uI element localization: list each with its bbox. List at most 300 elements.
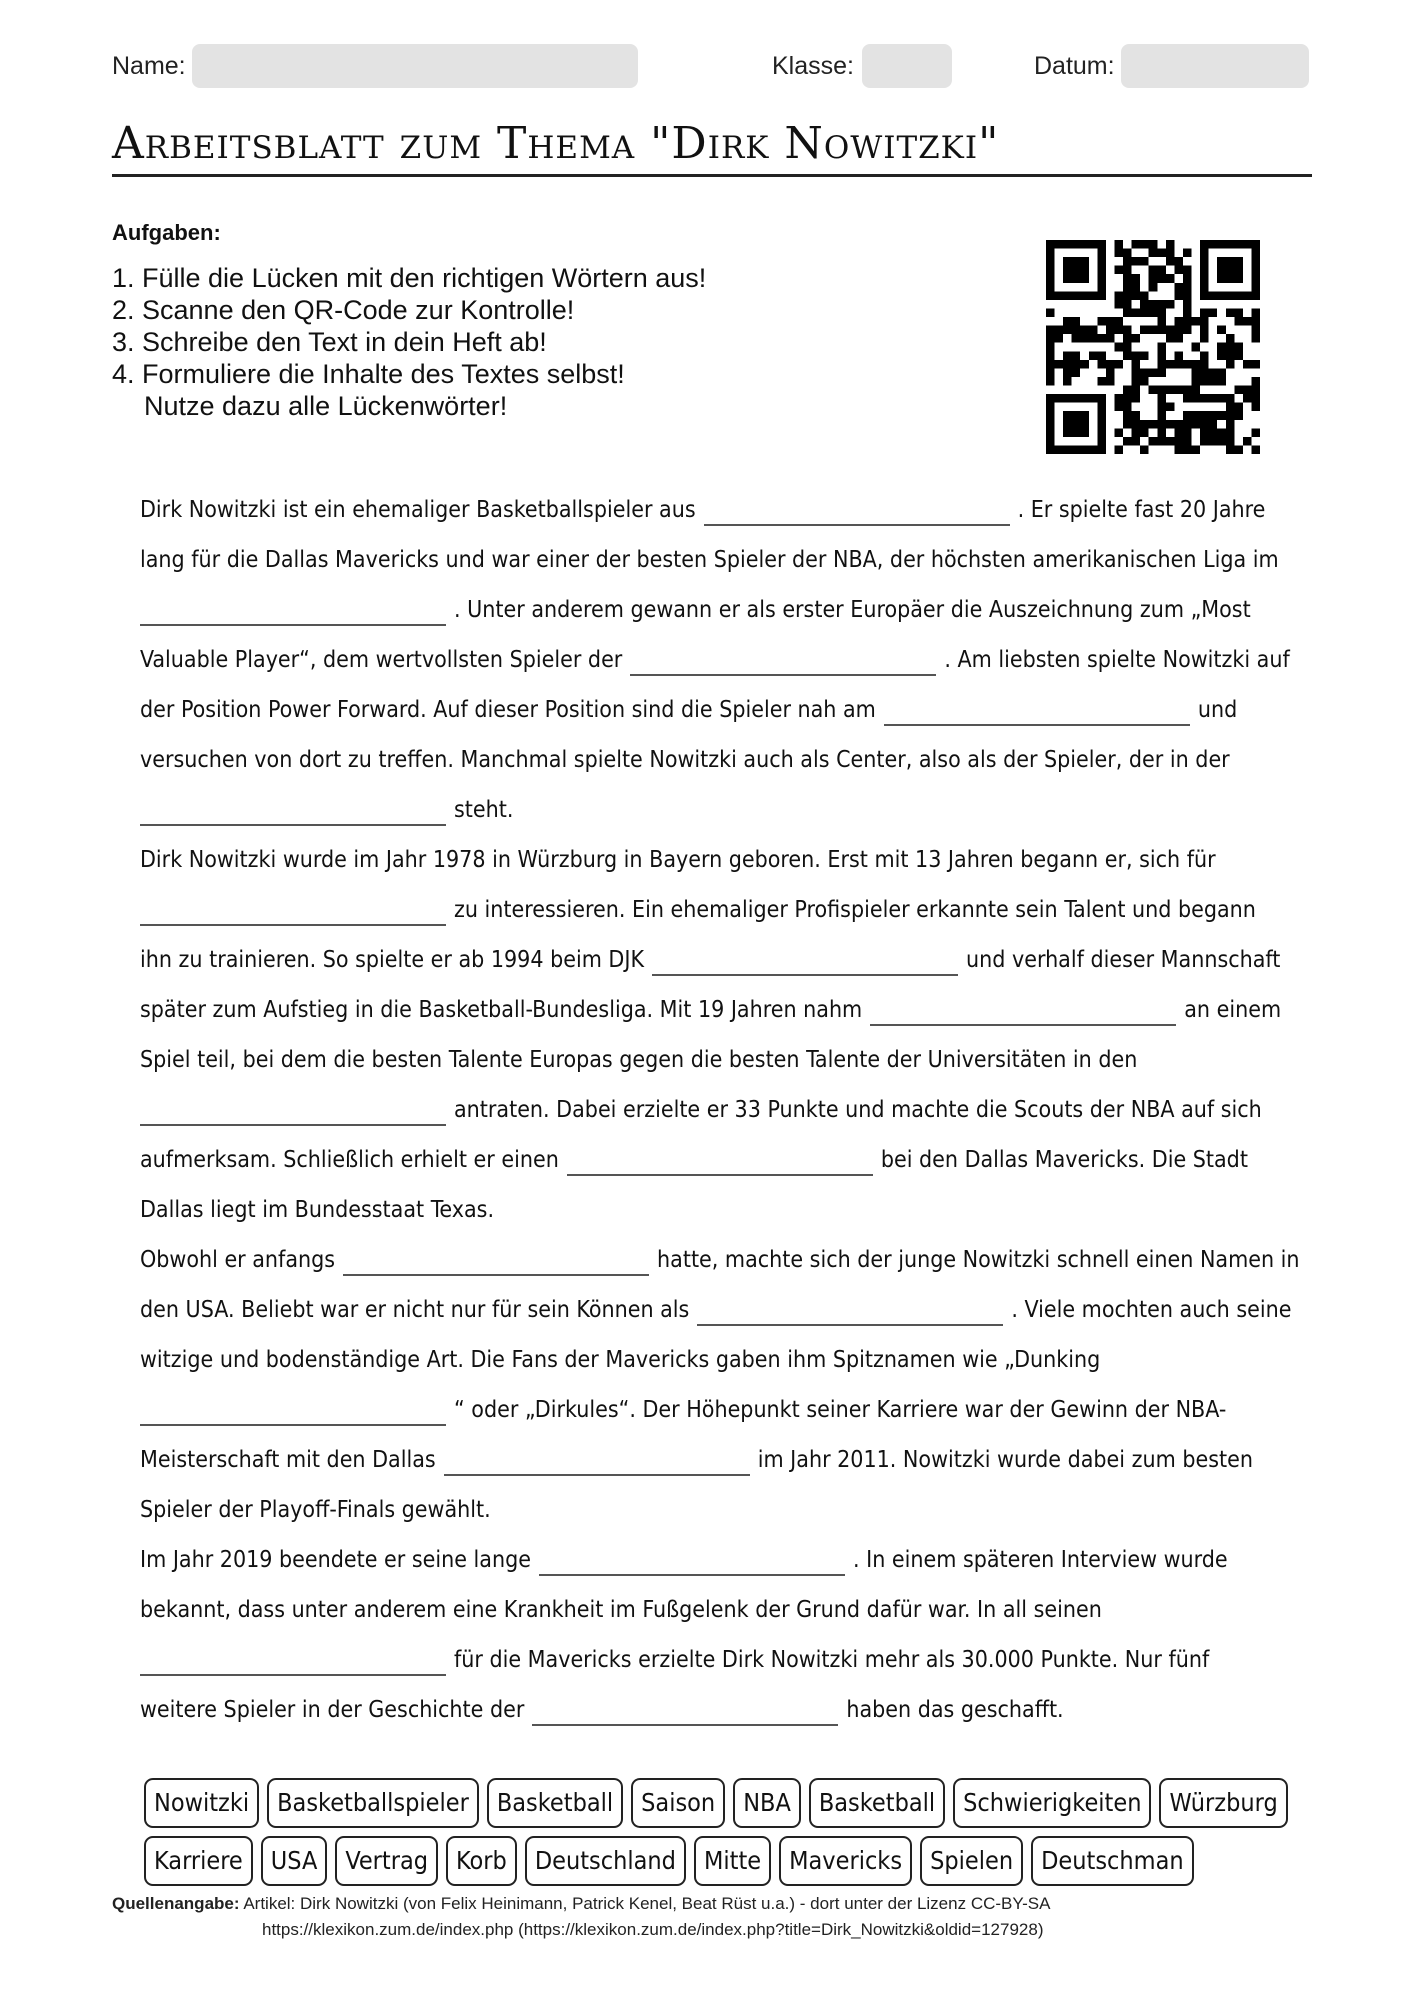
qr-module [1114, 300, 1123, 309]
qr-module [1174, 291, 1183, 300]
qr-module [1114, 326, 1123, 335]
qr-module [1200, 308, 1209, 317]
text-segment: und [1197, 697, 1238, 723]
qr-module [1217, 394, 1226, 403]
qr-module [1217, 343, 1226, 352]
qr-module [1140, 240, 1149, 249]
task-item: 4. Formuliere die Inhalte des Textes selbst! [112, 359, 625, 389]
qr-module [1192, 386, 1201, 395]
qr-module [1106, 377, 1115, 386]
blank-field[interactable] [652, 974, 958, 976]
qr-module [1080, 360, 1089, 369]
blank-field[interactable] [140, 1424, 446, 1426]
qr-module [1157, 411, 1166, 420]
text-line [140, 1085, 1290, 1135]
qr-module [1174, 360, 1183, 369]
qr-module [1200, 428, 1209, 437]
text-segment: . In einem späteren Interview wurde [852, 1547, 1228, 1573]
qr-module [1251, 428, 1260, 437]
blank-field[interactable] [140, 924, 446, 926]
qr-module [1183, 317, 1192, 326]
qr-module [1243, 394, 1252, 403]
qr-module [1149, 368, 1158, 377]
qr-module [1157, 351, 1166, 360]
blank-field[interactable] [444, 1474, 750, 1476]
qr-module [1183, 394, 1192, 403]
qr-module [1157, 386, 1166, 395]
qr-module [1174, 351, 1183, 360]
qr-module [1055, 334, 1064, 343]
qr-module [1166, 420, 1175, 429]
qr-module [1200, 334, 1209, 343]
qr-module [1157, 368, 1166, 377]
qr-module [1157, 274, 1166, 283]
qr-module [1114, 360, 1123, 369]
qr-module [1140, 291, 1149, 300]
qr-module [1140, 377, 1149, 386]
qr-module [1089, 351, 1098, 360]
qr-module [1132, 386, 1141, 395]
qr-module [1157, 360, 1166, 369]
qr-module [1055, 326, 1064, 335]
qr-module [1157, 300, 1166, 309]
text-segment: bekannt, dass unter anderem eine Krankheit im Fußgelenk der Grund dafür war. In all seinen [140, 1597, 1102, 1623]
qr-module [1243, 317, 1252, 326]
qr-module [1234, 343, 1243, 352]
text-line [140, 735, 1290, 785]
blank-field[interactable] [630, 674, 936, 676]
qr-module [1097, 360, 1106, 369]
qr-module [1217, 368, 1226, 377]
qr-module [1226, 411, 1235, 420]
text-line [140, 685, 1290, 735]
text-line [140, 635, 1290, 685]
qr-module [1080, 334, 1089, 343]
text-segment: Dallas liegt im Bundesstaat Texas. [140, 1197, 495, 1223]
qr-module [1251, 360, 1260, 369]
qr-module [1132, 428, 1141, 437]
qr-module [1114, 445, 1123, 454]
qr-module [1174, 283, 1183, 292]
qr-module [1046, 334, 1055, 343]
qr-module [1226, 420, 1235, 429]
worksheet-title: Arbeitsblatt zum Thema "Dirk Nowitzki" [112, 118, 1000, 169]
qr-module [1183, 308, 1192, 317]
text-segment: weitere Spieler in der Geschichte der [140, 1697, 525, 1723]
qr-module [1123, 291, 1132, 300]
qr-module [1046, 377, 1055, 386]
qr-code [1046, 240, 1260, 454]
text-segment: den USA. Beliebt war er nicht nur für sein Können als [140, 1297, 690, 1323]
qr-module [1200, 437, 1209, 446]
qr-module [1209, 308, 1218, 317]
qr-module [1234, 445, 1243, 454]
qr-module [1251, 386, 1260, 395]
word-chip: Mavericks [779, 1836, 912, 1886]
word-bank-row-1 [144, 1778, 1304, 1828]
qr-module [1097, 377, 1106, 386]
qr-module [1217, 257, 1243, 283]
text-segment: im Jahr 2011. Nowitzki wurde dabei zum besten [757, 1447, 1253, 1473]
qr-module [1183, 420, 1192, 429]
text-segment: Spieler der Playoff-Finals gewählt. [140, 1497, 491, 1523]
tasks-heading: Aufgaben: [112, 220, 221, 245]
qr-module [1234, 411, 1243, 420]
text-line [140, 1635, 1290, 1685]
qr-module [1063, 377, 1072, 386]
qr-module [1123, 394, 1132, 403]
qr-module [1106, 368, 1115, 377]
qr-module [1132, 257, 1141, 266]
text-segment: lang für die Dallas Mavericks und war einer der besten Spieler der NBA, der höchsten amerikanischen Liga im [140, 547, 1279, 573]
qr-module [1072, 368, 1081, 377]
qr-module [1114, 403, 1123, 412]
qr-module [1140, 420, 1149, 429]
qr-module [1123, 403, 1132, 412]
qr-module [1063, 257, 1089, 283]
blank-field[interactable] [140, 1674, 446, 1676]
qr-module [1251, 326, 1260, 335]
text-segment: versuchen von dort zu treffen. Manchmal spielte Nowitzki auch als Center, also als der Spieler, der in der [140, 747, 1230, 773]
qr-module [1114, 249, 1123, 258]
qr-module [1132, 291, 1141, 300]
qr-module [1140, 257, 1149, 266]
qr-module [1226, 343, 1235, 352]
qr-module [1217, 437, 1226, 446]
qr-module [1183, 428, 1192, 437]
qr-module [1140, 351, 1149, 360]
qr-module [1114, 266, 1123, 275]
word-chip: Würzburg [1159, 1778, 1287, 1828]
qr-module [1183, 445, 1192, 454]
text-segment: . Am liebsten spielte Nowitzki auf [944, 647, 1290, 673]
qr-module [1183, 326, 1192, 335]
qr-code-image [1046, 240, 1260, 454]
qr-module [1183, 300, 1192, 309]
qr-module [1209, 411, 1218, 420]
word-chip: NBA [733, 1778, 801, 1828]
text-line [140, 585, 1290, 635]
qr-module [1132, 360, 1141, 369]
qr-module [1192, 368, 1201, 377]
text-segment: Spiel teil, bei dem die besten Talente Europas gegen die besten Talente der Universitäten in den [140, 1047, 1138, 1073]
qr-module [1183, 437, 1192, 446]
qr-module [1209, 368, 1218, 377]
qr-module [1132, 437, 1141, 446]
qr-module [1174, 266, 1183, 275]
qr-module [1097, 351, 1106, 360]
text-segment: . Unter anderem gewann er als erster Europäer die Auszeichnung zum „Most [454, 597, 1251, 623]
text-line [140, 535, 1290, 585]
qr-module [1106, 360, 1115, 369]
source-text: Artikel: Dirk Nowitzki (von Felix Heinimann, Patrick Kenel, Beat Rüst u.a.) - dort unter der Lizenz CC-BY-SA [243, 1894, 1051, 1913]
qr-module [1114, 343, 1123, 352]
qr-module [1063, 326, 1072, 335]
blank-field[interactable] [140, 1124, 446, 1126]
text-segment: für die Mavericks erzielte Dirk Nowitzki mehr als 30.000 Punkte. Nur fünf [454, 1647, 1210, 1673]
qr-module [1157, 403, 1166, 412]
blank-field[interactable] [532, 1724, 838, 1726]
qr-module [1226, 334, 1235, 343]
blank-field[interactable] [704, 524, 1010, 526]
qr-module [1166, 437, 1175, 446]
word-chip: Mitte [694, 1836, 771, 1886]
text-segment: antraten. Dabei erzielte er 33 Punkte und machte die Scouts der NBA auf sich [454, 1097, 1262, 1123]
qr-module [1063, 368, 1072, 377]
qr-module [1072, 326, 1081, 335]
qr-module [1140, 308, 1149, 317]
source-line-1 [112, 1894, 1051, 1914]
qr-module [1114, 240, 1123, 249]
qr-module [1132, 308, 1141, 317]
qr-module [1209, 377, 1218, 386]
blank-field[interactable] [140, 824, 446, 826]
qr-module [1106, 317, 1115, 326]
source-label: Quellenangabe: [112, 1894, 240, 1913]
qr-module [1140, 300, 1149, 309]
qr-module [1243, 386, 1252, 395]
qr-module [1046, 351, 1055, 360]
qr-module [1132, 394, 1141, 403]
qr-module [1183, 411, 1192, 420]
name-field[interactable] [192, 44, 638, 88]
text-line [140, 885, 1290, 935]
qr-module [1251, 308, 1260, 317]
qr-module [1166, 300, 1175, 309]
qr-module [1166, 360, 1175, 369]
blank-field[interactable] [567, 1174, 873, 1176]
qr-module [1046, 368, 1055, 377]
qr-module [1174, 437, 1183, 446]
date-field[interactable] [1121, 44, 1309, 88]
qr-module [1157, 420, 1166, 429]
qr-module [1114, 291, 1123, 300]
task-item: 3. Schreibe den Text in dein Heft ab! [112, 327, 547, 357]
qr-module [1234, 317, 1243, 326]
qr-module [1114, 317, 1123, 326]
qr-module [1226, 394, 1235, 403]
word-chip: Deutschman [1031, 1836, 1194, 1886]
qr-module [1157, 394, 1166, 403]
qr-module [1166, 249, 1175, 258]
qr-module [1149, 266, 1158, 275]
qr-module [1097, 334, 1106, 343]
word-chip: Karriere [144, 1836, 253, 1886]
qr-module [1166, 274, 1175, 283]
qr-module [1166, 386, 1175, 395]
qr-module [1200, 411, 1209, 420]
qr-module [1251, 377, 1260, 386]
qr-module [1132, 420, 1141, 429]
qr-module [1243, 437, 1252, 446]
qr-module [1123, 257, 1132, 266]
text-line [140, 1535, 1290, 1585]
text-segment: Valuable Player“, dem wertvollsten Spieler der [140, 647, 623, 673]
qr-module [1132, 274, 1141, 283]
qr-module [1251, 403, 1260, 412]
qr-module [1123, 274, 1132, 283]
qr-module [1200, 394, 1209, 403]
qr-module [1046, 343, 1055, 352]
qr-module [1217, 428, 1226, 437]
qr-module [1217, 351, 1226, 360]
qr-module [1123, 386, 1132, 395]
qr-module [1123, 343, 1132, 352]
word-chip: Basketballspieler [267, 1778, 479, 1828]
blank-field[interactable] [343, 1274, 649, 1276]
qr-module [1166, 334, 1175, 343]
qr-module [1192, 360, 1201, 369]
qr-module [1140, 368, 1149, 377]
text-segment: aufmerksam. Schließlich erhielt er einen [140, 1147, 559, 1173]
text-line [140, 485, 1290, 535]
word-chip: USA [261, 1836, 328, 1886]
text-line [140, 1185, 1290, 1235]
qr-module [1132, 411, 1141, 420]
class-label: Klasse: [772, 52, 854, 80]
qr-module [1174, 257, 1183, 266]
qr-module [1209, 394, 1218, 403]
task-item: 1. Fülle die Lücken mit den richtigen Wörtern aus! [112, 263, 707, 293]
qr-module [1149, 420, 1158, 429]
qr-module [1166, 257, 1175, 266]
text-segment: “ oder „Dirkules“. Der Höhepunkt seiner Karriere war der Gewinn der NBA- [454, 1397, 1227, 1423]
qr-module [1183, 386, 1192, 395]
qr-module [1217, 377, 1226, 386]
qr-module [1251, 445, 1260, 454]
text-line [140, 1385, 1290, 1435]
qr-module [1072, 334, 1081, 343]
qr-module [1200, 360, 1209, 369]
qr-module [1123, 308, 1132, 317]
word-chip: Schwierigkeiten [953, 1778, 1151, 1828]
qr-module [1157, 249, 1166, 258]
qr-module [1234, 403, 1243, 412]
qr-module [1063, 317, 1072, 326]
source-line-2: https://klexikon.zum.de/index.php (https://klexikon.zum.de/index.php?title=Dirk_Nowitzki&oldid=127928) [262, 1920, 1044, 1939]
qr-module [1226, 437, 1235, 446]
qr-module [1149, 386, 1158, 395]
qr-module [1174, 317, 1183, 326]
task-item: 2. Scanne den QR-Code zur Kontrolle! [112, 295, 575, 325]
text-segment: . Viele mochten auch seine [1011, 1297, 1292, 1323]
qr-module [1234, 386, 1243, 395]
text-segment: steht. [454, 797, 514, 823]
qr-module [1089, 326, 1098, 335]
text-segment: Dirk Nowitzki ist ein ehemaliger Basketballspieler aus [140, 497, 696, 523]
qr-module [1046, 326, 1055, 335]
text-line [140, 1135, 1290, 1185]
qr-module [1166, 326, 1175, 335]
qr-module [1063, 351, 1072, 360]
word-bank-row-2 [144, 1836, 1304, 1886]
blank-field[interactable] [884, 724, 1190, 726]
text-line [140, 1485, 1290, 1535]
word-chip: Saison [631, 1778, 725, 1828]
text-segment: später zum Aufstieg in die Basketball-Bundesliga. Mit 19 Jahren nahm [140, 997, 863, 1023]
qr-module [1132, 368, 1141, 377]
qr-module [1063, 411, 1089, 437]
qr-module [1123, 351, 1132, 360]
blank-field[interactable] [140, 624, 446, 626]
text-segment: witzige und bodenständige Art. Die Fans der Mavericks gaben ihm Spitznamen wie „Dunking [140, 1347, 1101, 1373]
qr-module [1174, 428, 1183, 437]
qr-module [1226, 351, 1235, 360]
qr-module [1183, 266, 1192, 275]
qr-module [1192, 411, 1201, 420]
text-line [140, 1035, 1290, 1085]
qr-module [1123, 300, 1132, 309]
word-chip: Spielen [920, 1836, 1023, 1886]
qr-module [1209, 428, 1218, 437]
qr-module [1046, 360, 1055, 369]
qr-module [1174, 420, 1183, 429]
qr-module [1149, 326, 1158, 335]
text-segment: bei den Dallas Mavericks. Die Stadt [880, 1147, 1248, 1173]
word-chip: Nowitzki [144, 1778, 259, 1828]
text-segment: Dirk Nowitzki wurde im Jahr 1978 in Würzburg in Bayern geboren. Erst mit 13 Jahren begann er, sich für [140, 847, 1216, 873]
qr-module [1149, 300, 1158, 309]
qr-module [1063, 360, 1072, 369]
blank-field[interactable] [697, 1324, 1003, 1326]
qr-module [1114, 428, 1123, 437]
qr-module [1140, 445, 1149, 454]
qr-module [1132, 240, 1141, 249]
qr-module [1149, 249, 1158, 258]
text-line [140, 1235, 1300, 1285]
blank-field[interactable] [870, 1024, 1176, 1026]
qr-module [1200, 317, 1209, 326]
text-line [140, 785, 1290, 835]
qr-module [1140, 326, 1149, 335]
blank-field[interactable] [539, 1574, 845, 1576]
qr-module [1123, 266, 1132, 275]
qr-module [1166, 240, 1175, 249]
tasks-list [112, 262, 706, 422]
qr-module [1200, 420, 1209, 429]
qr-module [1192, 377, 1201, 386]
qr-module [1226, 445, 1235, 454]
qr-module [1157, 343, 1166, 352]
text-line [140, 835, 1290, 885]
qr-module [1140, 428, 1149, 437]
text-line [140, 1335, 1290, 1385]
qr-module [1123, 420, 1132, 429]
qr-module [1200, 368, 1209, 377]
text-segment: zu interessieren. Ein ehemaliger Profispieler erkannte sein Talent und begann [454, 897, 1256, 923]
class-field[interactable] [862, 44, 952, 88]
text-segment: Im Jahr 2019 beendete er seine lange [140, 1547, 531, 1573]
qr-module [1183, 283, 1192, 292]
qr-module [1089, 334, 1098, 343]
text-line [140, 1685, 1290, 1735]
qr-module [1157, 317, 1166, 326]
text-segment: haben das geschafft. [846, 1697, 1064, 1723]
qr-module [1192, 317, 1201, 326]
name-label: Name: [112, 52, 186, 80]
qr-module [1157, 326, 1166, 335]
word-chip: Deutschland [525, 1836, 686, 1886]
qr-module [1209, 437, 1218, 446]
qr-module [1080, 326, 1089, 335]
word-chip: Basketball [487, 1778, 623, 1828]
qr-module [1183, 249, 1192, 258]
qr-module [1132, 283, 1141, 292]
text-line [140, 1285, 1290, 1335]
qr-module [1226, 360, 1235, 369]
qr-module [1251, 317, 1260, 326]
text-segment: an einem [1184, 997, 1282, 1023]
